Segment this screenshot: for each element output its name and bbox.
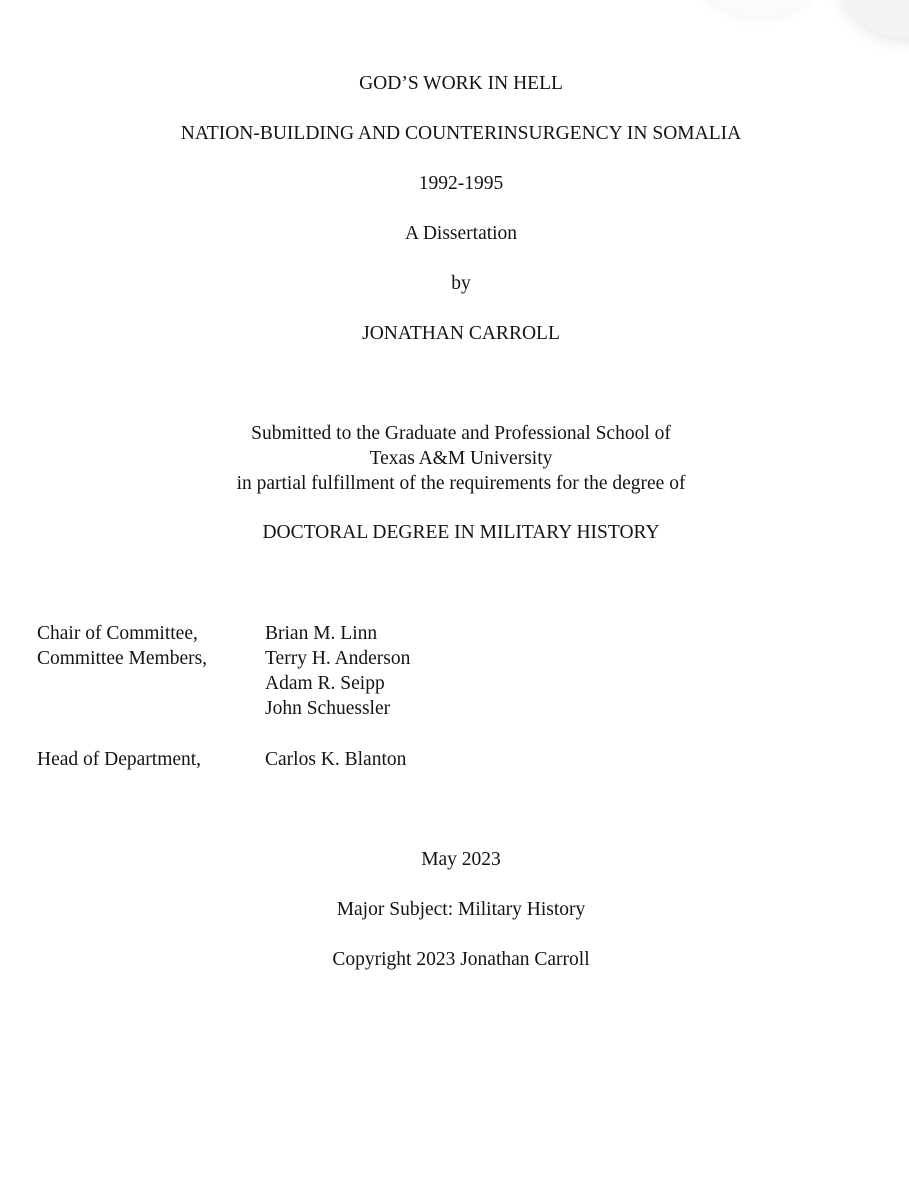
title-line-2: NATION-BUILDING AND COUNTERINSURGENCY IN SOMALIA <box>180 123 742 144</box>
submission-line-1: Submitted to the Graduate and Professional School of <box>251 423 671 444</box>
title-years: 1992-1995 <box>418 173 504 194</box>
chair-name: Brian M. Linn <box>265 623 378 644</box>
head-name: Carlos K. Blanton <box>265 749 407 770</box>
submission-line-3: in partial fulfillment of the requirements for the degree of <box>236 473 686 494</box>
title-line-1: GOD’S WORK IN HELL <box>359 73 563 94</box>
ui-corner-button[interactable] <box>700 0 818 16</box>
copyright: Copyright 2023 Jonathan Carroll <box>332 949 590 970</box>
ui-corner-button-round[interactable] <box>838 0 909 38</box>
major-subject: Major Subject: Military History <box>336 899 586 920</box>
degree-title: DOCTORAL DEGREE IN MILITARY HISTORY <box>262 522 660 543</box>
member-name: John Schuessler <box>265 698 391 719</box>
chair-label: Chair of Committee, <box>37 623 198 644</box>
member-name: Adam R. Seipp <box>265 673 385 694</box>
committee-names <box>265 621 410 721</box>
member-name: Terry H. Anderson <box>265 648 411 669</box>
head-label: Head of Department, <box>37 749 202 770</box>
by-label: by <box>451 273 471 294</box>
date: May 2023 <box>421 849 501 870</box>
committee-labels <box>37 621 207 671</box>
submission-line-2: Texas A&M University <box>369 448 553 469</box>
author-name: JONATHAN CARROLL <box>362 323 560 344</box>
document-type: A Dissertation <box>404 223 518 244</box>
members-label: Committee Members, <box>37 648 208 669</box>
